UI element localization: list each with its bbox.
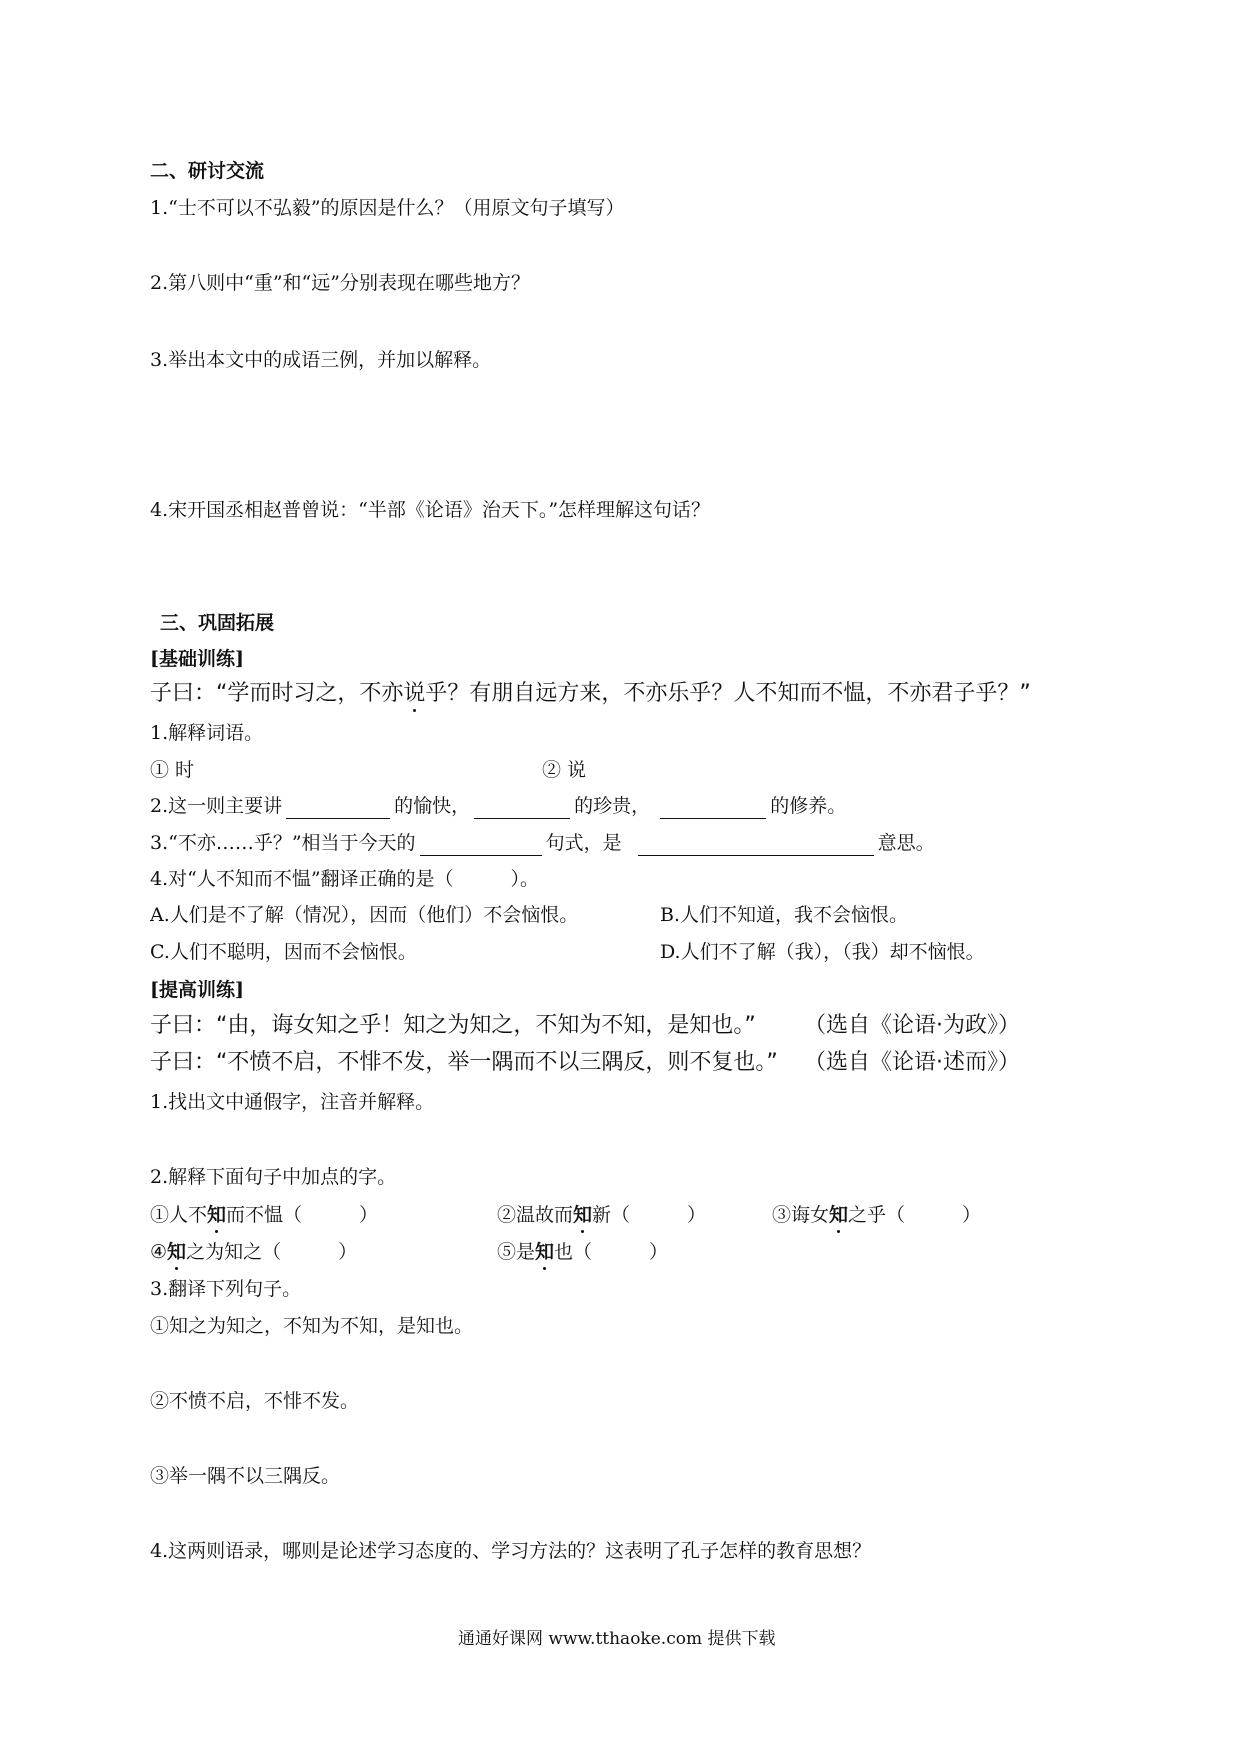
word-item-text: ⑤是: [497, 1241, 536, 1263]
dotted-char-zhi: 知: [207, 1204, 227, 1226]
sec2-question-2: 2.第八则中“重”和“远”分别表现在哪些地方？: [150, 272, 530, 294]
answer-blank[interactable]: [420, 835, 542, 856]
word-item-text: 之乎（ ）: [848, 1204, 982, 1226]
q3-text-b: 句式，是: [545, 832, 622, 854]
answer-blank[interactable]: [660, 798, 766, 819]
word-item-text: 新（ ）: [592, 1204, 707, 1226]
translate-sentence-3: ③举一隅不以三隅反。: [150, 1465, 341, 1487]
word-item-text: 之为知之（ ）: [186, 1241, 358, 1263]
word-item-4: [150, 1239, 357, 1265]
dotted-char-zhi: 知: [535, 1241, 555, 1263]
answer-blank[interactable]: [474, 798, 570, 819]
q2-text-a: 2.这一则主要讲: [150, 795, 283, 817]
word-item-1: [150, 1202, 378, 1228]
word-item-text: 而不愠（ ）: [226, 1204, 379, 1226]
advanced-source-1: （选自《论语·为政》）: [804, 1013, 1020, 1038]
basic-training-heading: [基础训练]: [150, 648, 244, 670]
word-item-text: ①人不: [150, 1204, 208, 1226]
sec2-question-1: 1.“士不可以不弘毅”的原因是什么？（用原文句子填写）: [150, 197, 625, 219]
advanced-question-2: 2.解释下面句子中加点的字。: [150, 1166, 397, 1188]
word-item-5: [497, 1239, 668, 1265]
basic-question-4: 4.对“人不知而不愠”翻译正确的是（ ）。: [150, 868, 540, 890]
page-footer[interactable]: 通通好课网 www.tthaoke.com 提供下载: [458, 1629, 776, 1649]
sec2-question-4: 4.宋开国丞相赵普曾说：“半部《论语》治天下。”怎样理解这句话？: [150, 499, 711, 521]
q2-text-c: 的珍贵，: [574, 795, 651, 817]
basic-quote-part-1: 子曰：“学而时习之，不亦: [150, 681, 404, 706]
basic-question-1: 1.解释词语。: [150, 722, 264, 744]
word-item-2: [497, 1202, 706, 1228]
basic-quote-part-2: 乎？有朋自远方来，不亦乐乎？人不知而不愠，不亦君子乎？”: [425, 681, 1031, 706]
basic-question-3: [150, 830, 935, 856]
basic-q1-item-b: ② 说: [542, 759, 587, 781]
sec2-question-3: 3.举出本文中的成语三例，并加以解释。: [150, 349, 492, 371]
section-2-title: 二、研讨交流: [150, 160, 265, 182]
answer-blank[interactable]: [638, 835, 874, 856]
basic-question-2: [150, 793, 846, 819]
option-a: A.人们是不了解（情况），因而（他们）不会恼恨。: [150, 904, 579, 926]
advanced-question-1: 1.找出文中通假字，注音并解释。: [150, 1091, 435, 1113]
word-item-text: ②温故而: [497, 1204, 574, 1226]
advanced-quote-2: 子曰：“不愤不启，不悱不发，举一隅而不以三隅反，则不复也。”: [150, 1050, 778, 1075]
option-d: D.人们不了解（我），（我）却不恼恨。: [660, 941, 985, 963]
answer-blank[interactable]: [286, 798, 390, 819]
advanced-quote-1: 子曰：“由，诲女知之乎！知之为知之，不知为不知，是知也。”: [150, 1013, 756, 1038]
q3-text-a: 3.“不亦……乎？”相当于今天的: [150, 832, 416, 854]
q2-text-d: 的修养。: [770, 795, 847, 817]
q3-text-c: 意思。: [877, 832, 935, 854]
q2-text-b: 的愉快，: [394, 795, 471, 817]
dotted-char-shuo: 说: [403, 681, 426, 706]
dotted-char-zhi: 知: [167, 1241, 187, 1263]
translate-sentence-1: ①知之为知之，不知为不知，是知也。: [150, 1315, 474, 1337]
option-c: C.人们不聪明，因而不会恼恨。: [150, 941, 417, 963]
option-b: B.人们不知道，我不会恼恨。: [660, 904, 909, 926]
advanced-question-3: 3.翻译下列句子。: [150, 1278, 302, 1300]
word-item-text: ④: [150, 1241, 168, 1263]
advanced-source-2: （选自《论语·述而》）: [804, 1050, 1020, 1075]
advanced-training-heading: [提高训练]: [150, 979, 244, 1001]
word-item-text: ③诲女: [772, 1204, 830, 1226]
basic-quote: [150, 681, 1031, 707]
advanced-question-4: 4.这两则语录，哪则是论述学习态度的、学习方法的？这表明了孔子怎样的教育思想？: [150, 1540, 872, 1562]
word-item-text: 也（ ）: [554, 1241, 669, 1263]
section-3-title: 三、巩固拓展: [160, 612, 275, 634]
dotted-char-zhi: 知: [829, 1204, 849, 1226]
translate-sentence-2: ②不愤不启，不悱不发。: [150, 1390, 360, 1412]
dotted-char-zhi: 知: [573, 1204, 593, 1226]
basic-q1-item-a: ① 时: [150, 759, 195, 781]
word-item-3: [772, 1202, 981, 1228]
